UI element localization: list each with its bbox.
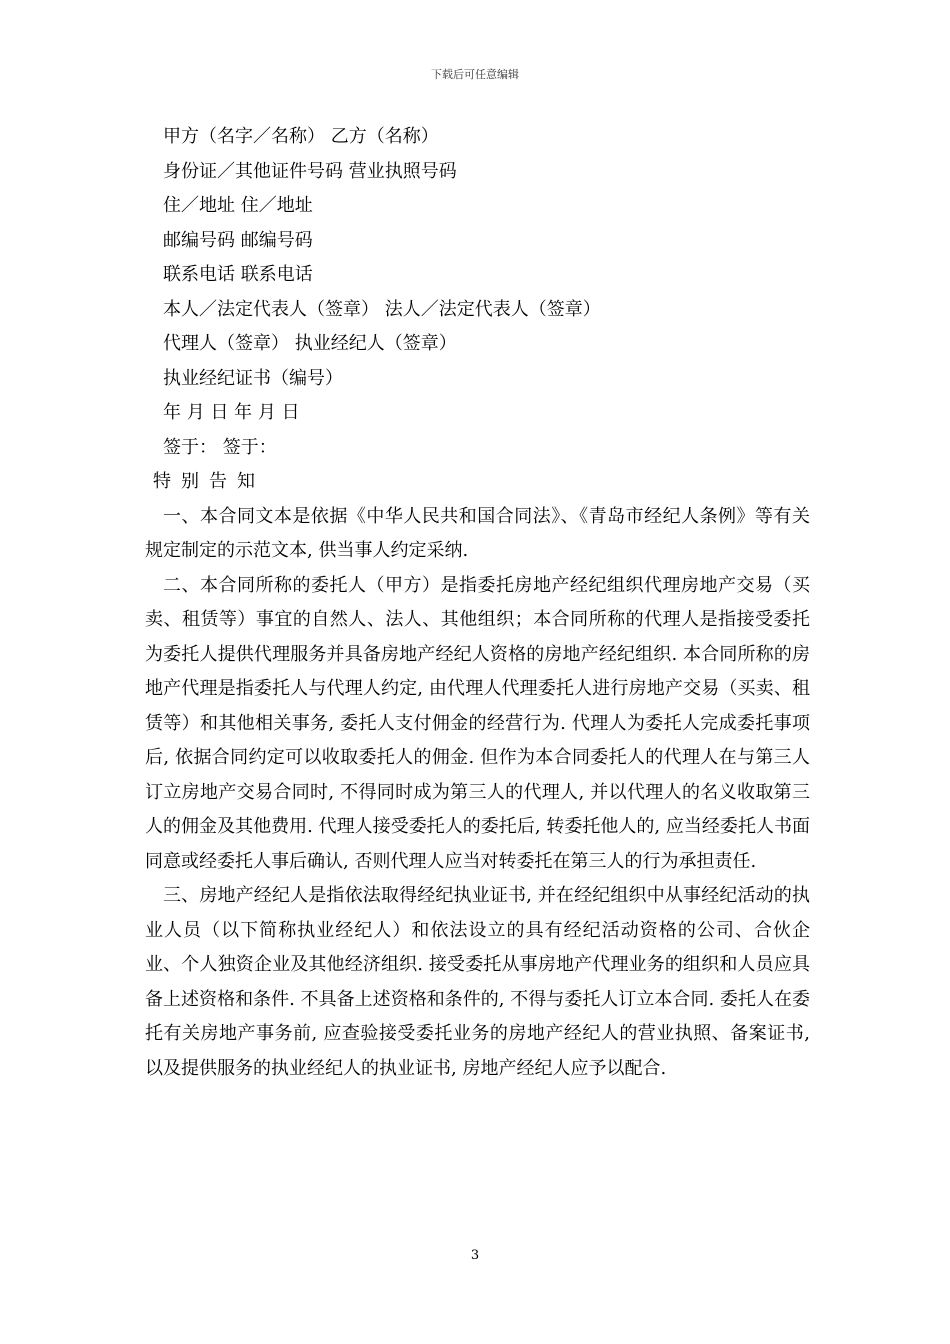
notice-paragraph-1: 一、本合同文本是依据《中华人民共和国合同法》、《青岛市经纪人条例》等有关规定制定的示范文本, 供当事人约定采纳. <box>145 505 810 561</box>
signature-field-address: 住／地址 住／地址 <box>163 195 313 216</box>
document-body <box>145 120 810 1086</box>
signature-field-phone: 联系电话 联系电话 <box>163 264 313 285</box>
signature-field-date: 年 月 日 年 月 日 <box>163 402 300 423</box>
signature-field-id-number: 身份证／其他证件号码 营业执照号码 <box>163 160 457 182</box>
notice-paragraph-3: 三、房地产经纪人是指依法取得经纪执业证书, 并在经纪组织中从事经纪活动的执业人员（以下简称执业经纪人）和依法设立的具有经纪活动资格的公司、合伙企业、个人独资企业及其他经济组织. 接受委托从事房地产代理业务的组织和人员应具备上述资格和条件. 不具备上述资格和条件的, 不得与委托人订立本合同. 委托人在委托有关房地产事务前, 应查验接受委托业务的房地产经纪人的营业执照、备案证书, 以及提供服务的执业经纪人的执业证书, 房地产经纪人应予以配合. <box>145 885 810 1079</box>
page-number: 3 <box>470 1248 480 1263</box>
notice-title: 特别告知 <box>153 471 265 492</box>
signature-field-representative: 本人／法定代表人（签章） 法人／法定代表人（签章） <box>163 298 601 320</box>
signature-field-postcode: 邮编号码 邮编号码 <box>163 229 313 251</box>
signature-field-certificate: 执业经纪证书（编号） <box>163 367 343 389</box>
page-header: 下载后可任意编辑 <box>431 68 519 81</box>
notice-paragraph-2: 二、本合同所称的委托人（甲方）是指委托房地产经纪组织代理房地产交易（买卖、租赁等）事宜的自然人、法人、其他组织；本合同所称的代理人是指接受委托为委托人提供代理服务并具备房地产经纪人资格的房地产经纪组织. 本合同所称的房地产代理是指委托人与代理人约定, 由代理人代理委托人进行房地产交易（买卖、租赁等）和其他相关事务, 委托人支付佣金的经营行为. 代理人为委托人完成委托事项后, 依据合同约定可以收取委托人的佣金. 但作为本合同委托人的代理人在与第三人订立房地产交易合同时, 不得同时成为第三人的代理人, 并以代理人的名义收取第三人的佣金及其他费用. 代理人接受委托人的委托后, 转委托他人的, 应当经委托人书面同意或经委托人事后确认, 否则代理人应当对转委托在第三人的行为承担责任. <box>145 574 810 872</box>
signature-field-party-names: 甲方（名字／名称） 乙方（名称） <box>163 126 439 147</box>
signature-field-signed-at: 签于： 签于： <box>163 436 277 458</box>
signature-field-agent: 代理人（签章） 执业经纪人（签章） <box>163 333 457 354</box>
